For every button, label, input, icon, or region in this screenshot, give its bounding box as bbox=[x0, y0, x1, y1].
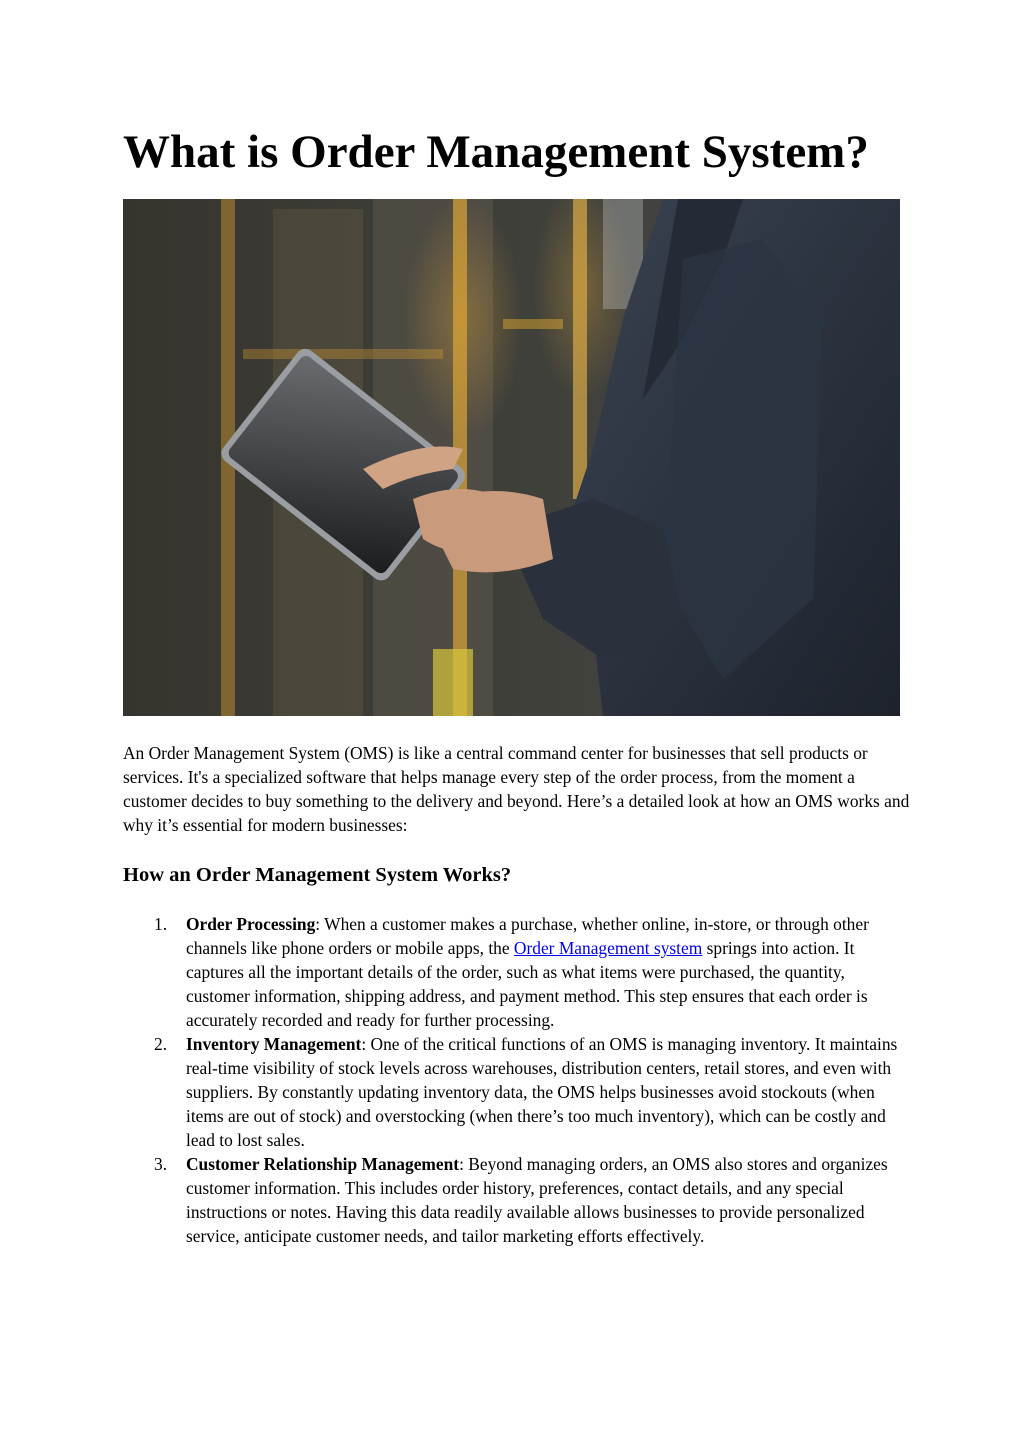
page-title: What is Order Management System? bbox=[123, 126, 869, 178]
list-item-text: : Beyond managing orders, an OMS also stores and organizes customer information. This includes order history, preferences, contact details, and any special instructions or notes. Having this data readily available allows businesses to provide personalized service, anticipate customer needs, and tailor marketing efforts effectively. bbox=[186, 1154, 888, 1246]
list-item-text: : When a customer makes a purchase, whether online, in-store, or through other channels like phone orders or mobile apps, the bbox=[186, 914, 869, 958]
list-item-text: : One of the critical functions of an OMS is managing inventory. It maintains real-time visibility of stock levels across warehouses, distribution centers, retail stores, and even with suppliers. By constantly updating inventory data, the OMS helps businesses avoid stockouts (when items are out of stock) and overstocking (when there’s too much inventory), which can be costly and lead to lost sales. bbox=[186, 1034, 898, 1150]
list-item bbox=[0, 1032, 906, 1152]
list-item-term: Order Processing bbox=[186, 914, 316, 934]
order-management-system-link[interactable]: Order Management system bbox=[513, 938, 703, 958]
list-item bbox=[0, 1152, 906, 1248]
list-item-number: 1. bbox=[154, 914, 168, 934]
article-photo bbox=[123, 199, 900, 716]
list-item-term: Customer Relationship Management bbox=[186, 1154, 460, 1174]
intro-paragraph: An Order Management System (OMS) is like a central command center for businesses that sell products or services. It's a specialized software that helps manage every step of the order process, from the moment a customer decides to buy something to the delivery and beyond. Here’s a detailed look at how an OMS works and why it’s essential for modern businesses: bbox=[123, 743, 910, 835]
list-item-term: Inventory Management bbox=[186, 1034, 362, 1054]
steps-list bbox=[0, 912, 1023, 1248]
list-item-number: 3. bbox=[154, 1154, 168, 1174]
list-item-number: 2. bbox=[154, 1034, 168, 1054]
photo-person-holding-tablet-icon bbox=[123, 199, 900, 716]
list-item-text: springs into action. It captures all the important details of the order, such as what items were purchased, the quantity, customer information, shipping address, and payment method. This step ensures that each order is accurately recorded and ready for further processing. bbox=[186, 938, 868, 1030]
list-item bbox=[0, 912, 906, 1032]
section-heading: How an Order Management System Works? bbox=[123, 864, 512, 886]
